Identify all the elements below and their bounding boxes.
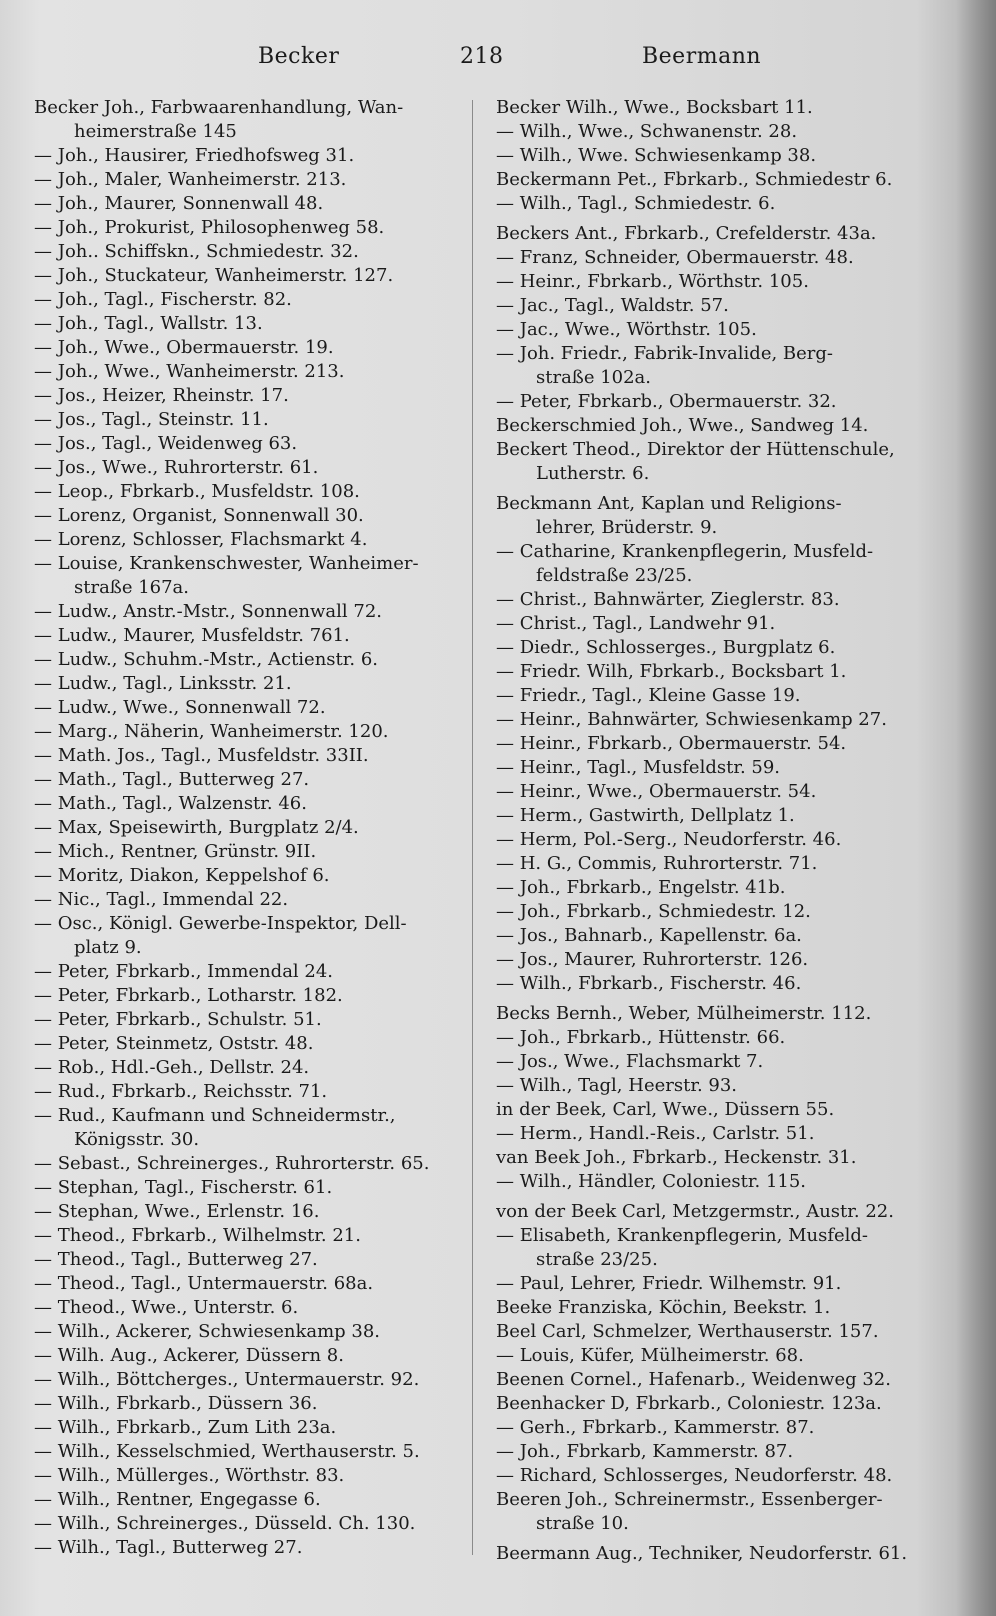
directory-entry: platz 9. (74, 937, 142, 958)
directory-entry: — Ludw., Anstr.-Mstr., Sonnenwall 72. (34, 601, 383, 622)
directory-entry: — Gerh., Fbrkarb., Kammerstr. 87. (496, 1417, 815, 1438)
directory-entry: — Jac., Tagl., Waldstr. 57. (496, 295, 729, 316)
directory-entry: — Joh., Fbrkarb., Engelstr. 41b. (496, 877, 786, 898)
directory-entry: — Peter, Fbrkarb., Obermauerstr. 32. (496, 391, 837, 412)
page-edge-shadow (956, 0, 996, 1616)
directory-entry: heimerstraße 145 (74, 121, 237, 142)
directory-entry: — Herm., Handl.-Reis., Carlstr. 51. (496, 1123, 815, 1144)
directory-entry: — Marg., Näherin, Wanheimerstr. 120. (34, 721, 389, 742)
directory-entry: — Osc., Königl. Gewerbe-Inspektor, Dell- (34, 913, 407, 934)
right-column (496, 96, 924, 1566)
directory-entry: Beel Carl, Schmelzer, Werthauserstr. 157. (496, 1321, 879, 1342)
directory-entry: — Ludw., Maurer, Musfeldstr. 761. (34, 625, 350, 646)
directory-entry: — Joh., Fbrkarb, Kammerstr. 87. (496, 1441, 794, 1462)
directory-entry: — Franz, Schneider, Obermauerstr. 48. (496, 247, 854, 268)
directory-entry: Beeren Joh., Schreinermstr., Essenberger- (496, 1489, 883, 1510)
directory-entry: — Math. Jos., Tagl., Musfeldstr. 33II. (34, 745, 369, 766)
directory-entry: Königsstr. 30. (74, 1129, 200, 1150)
directory-entry: — Peter, Fbrkarb., Immendal 24. (34, 961, 334, 982)
directory-entry: — Jos., Heizer, Rheinstr. 17. (34, 385, 289, 406)
directory-entry: — Wilh., Kesselschmied, Werthauserstr. 5. (34, 1441, 420, 1462)
directory-entry: — Jos., Maurer, Ruhrorterstr. 126. (496, 949, 809, 970)
directory-entry: straße 10. (536, 1513, 629, 1534)
directory-entry: — Herm, Pol.-Serg., Neudorferstr. 46. (496, 829, 842, 850)
directory-entry: — Math., Tagl., Butterweg 27. (34, 769, 310, 790)
directory-entry: — Joh., Maler, Wanheimerstr. 213. (34, 169, 347, 190)
directory-entry: — Max, Speisewirth, Burgplatz 2/4. (34, 817, 359, 838)
directory-entry: — Paul, Lehrer, Friedr. Wilhemstr. 91. (496, 1273, 842, 1294)
directory-entry: — Joh., Fbrkarb., Hüttenstr. 66. (496, 1027, 786, 1048)
directory-entry: — Heinr., Bahnwärter, Schwiesenkamp 27. (496, 709, 887, 730)
directory-entry: — Peter, Fbrkarb., Lotharstr. 182. (34, 985, 343, 1006)
directory-entry: — Wilh., Wwe., Schwanenstr. 28. (496, 121, 798, 142)
directory-entry: — Joh., Tagl., Wallstr. 13. (34, 313, 263, 334)
directory-entry: — Wilh. Aug., Ackerer, Düssern 8. (34, 1345, 344, 1366)
left-column (34, 96, 464, 1560)
page-number: 218 (460, 44, 504, 69)
directory-entry: — Heinr., Wwe., Obermauerstr. 54. (496, 781, 817, 802)
directory-entry: Beenhacker D, Fbrkarb., Coloniestr. 123a. (496, 1393, 882, 1414)
directory-entry: — Wilh., Fbrkarb., Zum Lith 23a. (34, 1417, 337, 1438)
directory-entry: straße 167a. (74, 577, 190, 598)
directory-entry: — Joh. Friedr., Fabrik-Invalide, Berg- (496, 343, 834, 364)
directory-entry: — Elisabeth, Krankenpflegerin, Musfeld- (496, 1225, 869, 1246)
directory-entry: feldstraße 23/25. (536, 565, 693, 586)
directory-entry: — Math., Tagl., Walzenstr. 46. (34, 793, 307, 814)
directory-entry: — Nic., Tagl., Immendal 22. (34, 889, 289, 910)
directory-entry: — Theod., Tagl., Untermauerstr. 68a. (34, 1273, 374, 1294)
directory-entry: — Jos., Wwe., Flachsmarkt 7. (496, 1051, 764, 1072)
directory-entry: — Louise, Krankenschwester, Wanheimer- (34, 553, 419, 574)
directory-entry: van Beek Joh., Fbrkarb., Heckenstr. 31. (496, 1147, 857, 1168)
directory-entry: — Christ., Tagl., Landwehr 91. (496, 613, 776, 634)
directory-entry: straße 102a. (536, 367, 652, 388)
directory-entry: — Wilh., Schreinerges., Düsseld. Ch. 130. (34, 1513, 416, 1534)
directory-entry: — Ludw., Tagl., Linksstr. 21. (34, 673, 292, 694)
column-divider (472, 100, 473, 1555)
directory-entry: — Lorenz, Schlosser, Flachsmarkt 4. (34, 529, 368, 550)
directory-entry: — Heinr., Tagl., Musfeldstr. 59. (496, 757, 781, 778)
directory-entry: — Rob., Hdl.-Geh., Dellstr. 24. (34, 1057, 310, 1078)
directory-entry: — Catharine, Krankenpflegerin, Musfeld- (496, 541, 874, 562)
directory-entry: — Wilh., Ackerer, Schwiesenkamp 38. (34, 1321, 381, 1342)
directory-entry: — Jos., Bahnarb., Kapellenstr. 6a. (496, 925, 802, 946)
directory-entry: Becker Joh., Farbwaarenhandlung, Wan- (34, 97, 404, 118)
directory-entry: — Rud., Kaufmann und Schneidermstr., (34, 1105, 396, 1126)
directory-entry: — Peter, Fbrkarb., Schulstr. 51. (34, 1009, 322, 1030)
directory-entry: — Stephan, Wwe., Erlenstr. 16. (34, 1201, 320, 1222)
directory-entry: — Peter, Steinmetz, Oststr. 48. (34, 1033, 314, 1054)
directory-entry: Beenen Cornel., Hafenarb., Weidenweg 32. (496, 1369, 891, 1390)
directory-entry: Beckermann Pet., Fbrkarb., Schmiedestr 6. (496, 169, 893, 190)
directory-entry: — H. G., Commis, Ruhrorterstr. 71. (496, 853, 818, 874)
directory-entry: — Wilh., Tagl, Heerstr. 93. (496, 1075, 738, 1096)
directory-entry: — Heinr., Fbrkarb., Wörthstr. 105. (496, 271, 809, 292)
directory-entry: — Wilh., Tagl., Schmiedestr. 6. (496, 193, 776, 214)
header-left-keyword: Becker (258, 44, 340, 69)
directory-entry: — Moritz, Diakon, Keppelshof 6. (34, 865, 330, 886)
directory-entry: lehrer, Brüderstr. 9. (536, 517, 718, 538)
directory-entry: — Wilh., Müllerges., Wörthstr. 83. (34, 1465, 345, 1486)
directory-entry: — Joh., Wwe., Wanheimerstr. 213. (34, 361, 345, 382)
directory-entry: — Jos., Tagl., Weidenweg 63. (34, 433, 298, 454)
directory-entry: — Leop., Fbrkarb., Musfeldstr. 108. (34, 481, 360, 502)
directory-entry: Becks Bernh., Weber, Mülheimerstr. 112. (496, 1003, 872, 1024)
directory-entry: — Joh., Hausirer, Friedhofsweg 31. (34, 145, 355, 166)
directory-entry: — Ludw., Wwe., Sonnenwall 72. (34, 697, 326, 718)
directory-entry: — Joh., Wwe., Obermauerstr. 19. (34, 337, 334, 358)
directory-entry: — Jos., Tagl., Steinstr. 11. (34, 409, 269, 430)
directory-entry: — Wilh., Händler, Coloniestr. 115. (496, 1171, 807, 1192)
directory-entry: — Heinr., Fbrkarb., Obermauerstr. 54. (496, 733, 847, 754)
directory-entry: — Wilh., Rentner, Engegasse 6. (34, 1489, 321, 1510)
header-right-keyword: Beermann (642, 44, 762, 69)
directory-entry: — Theod., Fbrkarb., Wilhelmstr. 21. (34, 1225, 361, 1246)
directory-entry: — Christ., Bahnwärter, Zieglerstr. 83. (496, 589, 840, 610)
directory-entry: Beckerschmied Joh., Wwe., Sandweg 14. (496, 415, 869, 436)
directory-entry: — Rud., Fbrkarb., Reichsstr. 71. (34, 1081, 328, 1102)
directory-entry: Becker Wilh., Wwe., Bocksbart 11. (496, 97, 813, 118)
directory-entry: — Wilh., Fbrkarb., Fischerstr. 46. (496, 973, 802, 994)
directory-entry: — Herm., Gastwirth, Dellplatz 1. (496, 805, 795, 826)
directory-entry: — Joh., Fbrkarb., Schmiedestr. 12. (496, 901, 811, 922)
directory-entry: — Stephan, Tagl., Fischerstr. 61. (34, 1177, 333, 1198)
directory-entry: — Friedr., Tagl., Kleine Gasse 19. (496, 685, 801, 706)
directory-entry: — Joh., Stuckateur, Wanheimerstr. 127. (34, 265, 394, 286)
directory-entry: — Wilh., Wwe. Schwiesenkamp 38. (496, 145, 817, 166)
directory-entry: von der Beek Carl, Metzgermstr., Austr. 22. (496, 1201, 894, 1222)
page-header (30, 44, 960, 80)
directory-entry: — Lorenz, Organist, Sonnenwall 30. (34, 505, 364, 526)
directory-entry: — Jos., Wwe., Ruhrorterstr. 61. (34, 457, 319, 478)
directory-entry: — Joh.. Schiffskn., Schmiedestr. 32. (34, 241, 359, 262)
directory-entry: — Joh., Tagl., Fischerstr. 82. (34, 289, 292, 310)
directory-entry: — Diedr., Schlosserges., Burgplatz 6. (496, 637, 836, 658)
directory-entry: — Richard, Schlosserges, Neudorferstr. 48. (496, 1465, 893, 1486)
directory-entry: — Louis, Küfer, Mülheimerstr. 68. (496, 1345, 804, 1366)
directory-entry: Beckmann Ant, Kaplan und Religions- (496, 493, 842, 514)
directory-entry: Beckers Ant., Fbrkarb., Crefelderstr. 43a. (496, 223, 877, 244)
directory-entry: — Mich., Rentner, Grünstr. 9II. (34, 841, 317, 862)
directory-entry: in der Beek, Carl, Wwe., Düssern 55. (496, 1099, 835, 1120)
directory-entry: — Wilh., Tagl., Butterweg 27. (34, 1537, 303, 1558)
directory-entry: — Theod., Tagl., Butterweg 27. (34, 1249, 318, 1270)
directory-entry: — Jac., Wwe., Wörthstr. 105. (496, 319, 757, 340)
directory-entry: Beermann Aug., Techniker, Neudorferstr. 61. (496, 1543, 908, 1564)
directory-entry: — Joh., Prokurist, Philosophenweg 58. (34, 217, 385, 238)
directory-entry: straße 23/25. (536, 1249, 658, 1270)
directory-entry: Beeke Franziska, Köchin, Beekstr. 1. (496, 1297, 831, 1318)
directory-entry: — Ludw., Schuhm.-Mstr., Actienstr. 6. (34, 649, 379, 670)
directory-entry: — Friedr. Wilh, Fbrkarb., Bocksbart 1. (496, 661, 847, 682)
directory-entry: Lutherstr. 6. (536, 463, 650, 484)
directory-entry: — Joh., Maurer, Sonnenwall 48. (34, 193, 324, 214)
directory-entry: — Sebast., Schreinerges., Ruhrorterstr. 65. (34, 1153, 430, 1174)
directory-entry: — Wilh., Böttcherges., Untermauerstr. 92. (34, 1369, 420, 1390)
directory-entry: — Wilh., Fbrkarb., Düssern 36. (34, 1393, 318, 1414)
directory-entry: Beckert Theod., Direktor der Hüttenschule, (496, 439, 895, 460)
directory-entry: — Theod., Wwe., Unterstr. 6. (34, 1297, 299, 1318)
